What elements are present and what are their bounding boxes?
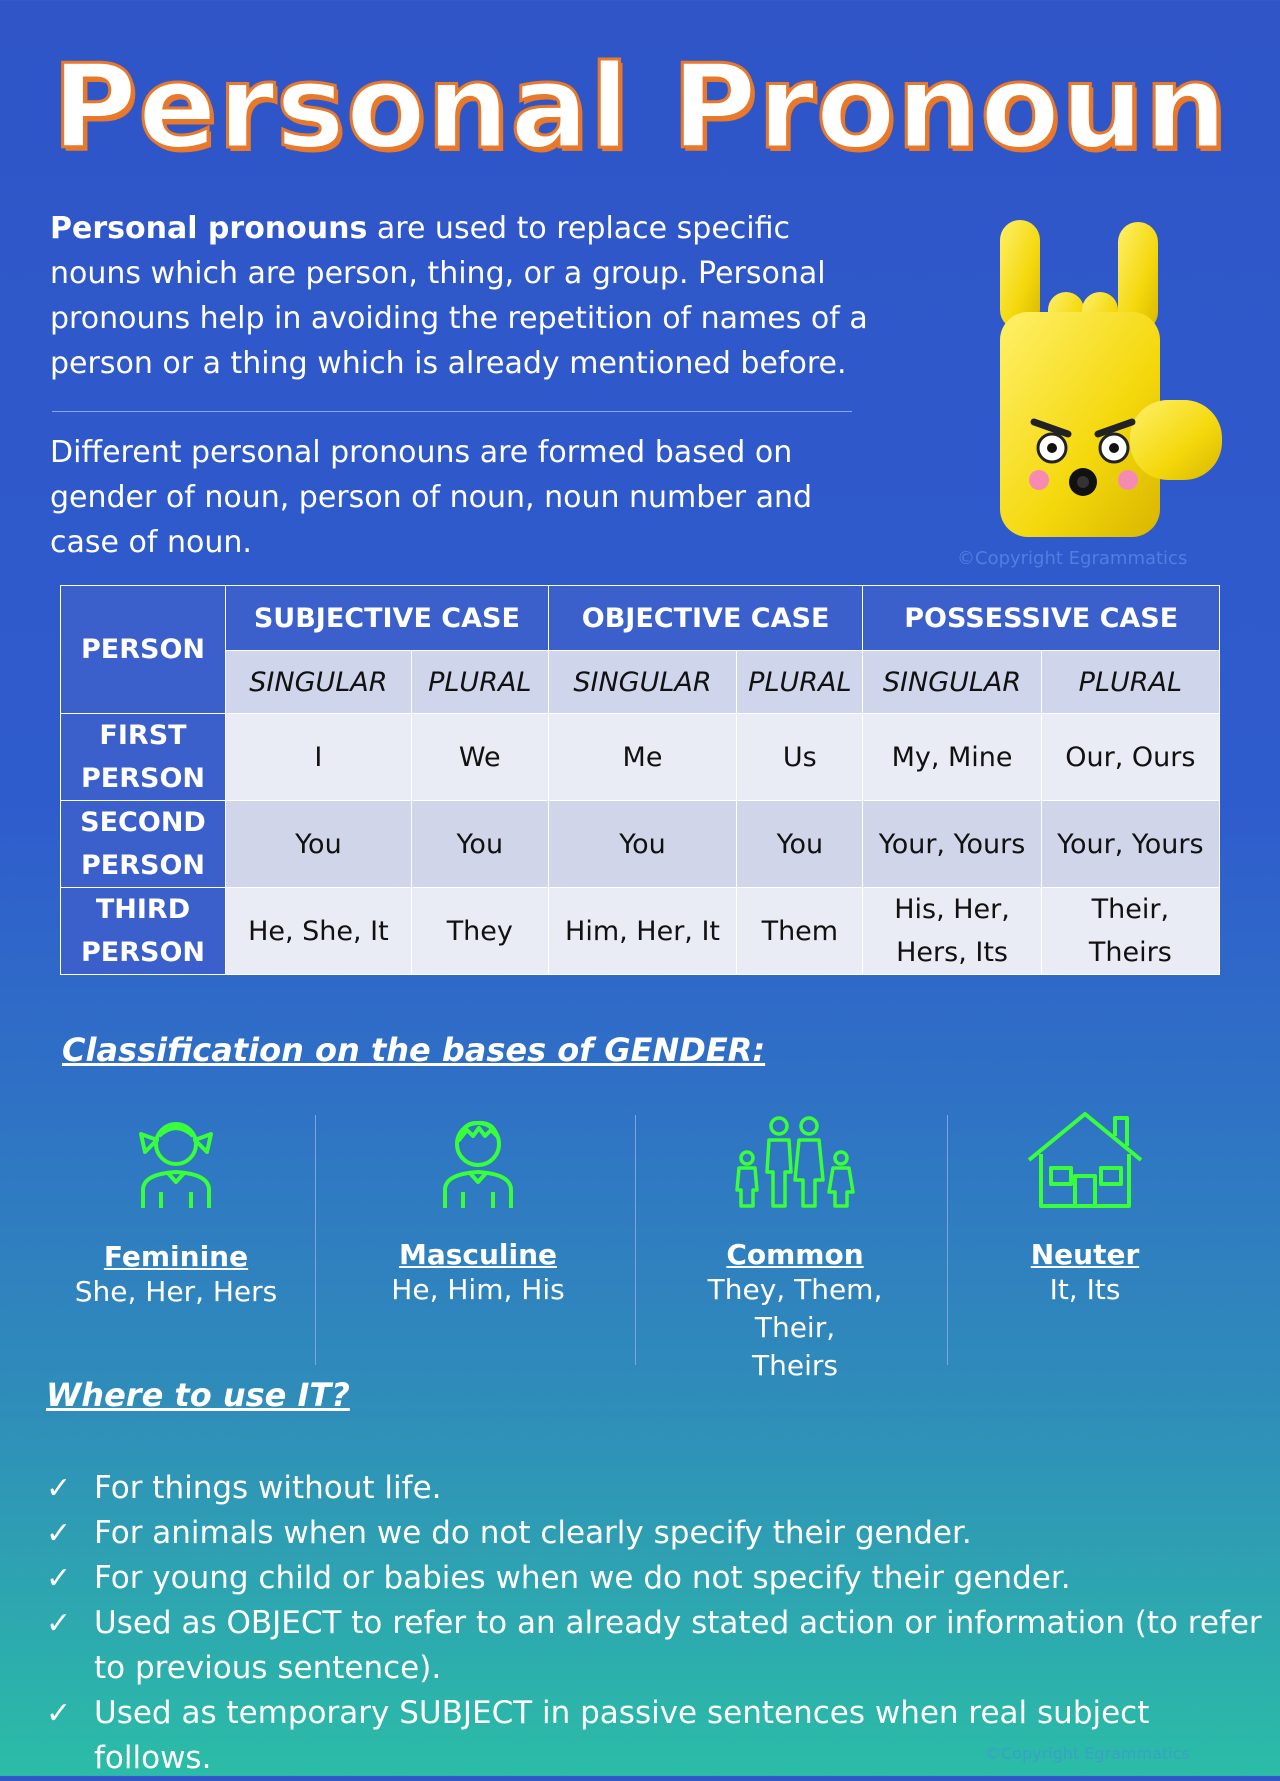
intro-bold: Personal pronouns <box>50 211 368 246</box>
table-cell: You <box>737 801 863 888</box>
table-cell: They <box>411 888 548 975</box>
column-divider <box>947 1115 948 1365</box>
table-cell: My, Mine <box>863 714 1041 801</box>
gender-name: Feminine <box>103 1240 249 1273</box>
list-item: ✓ For young child or babies when we do not specify their gender. <box>46 1556 1266 1601</box>
table-cell: Our, Ours <box>1041 714 1219 801</box>
number-header: SINGULAR <box>226 651 412 714</box>
gender-values: She, Her, Hers <box>74 1275 278 1308</box>
check-icon: ✓ <box>46 1561 72 1596</box>
gender-common <box>665 1110 925 1385</box>
person-header: PERSON <box>61 586 226 714</box>
girl-icon <box>131 1110 221 1210</box>
number-header: SINGULAR <box>548 651 737 714</box>
person-label: SECOND PERSON <box>61 801 226 888</box>
gender-values: It, Its <box>1049 1273 1121 1306</box>
rock-hand-mascot-icon <box>990 212 1230 542</box>
pronoun-table <box>60 585 1220 975</box>
number-header: PLURAL <box>737 651 863 714</box>
table-cell: You <box>411 801 548 888</box>
table-cell: Them <box>737 888 863 975</box>
intro-paragraph <box>50 206 890 386</box>
gender-name: Neuter <box>1030 1238 1140 1271</box>
table-cell: Your, Yours <box>863 801 1041 888</box>
table-cell: Us <box>737 714 863 801</box>
column-divider <box>635 1115 636 1365</box>
copyright-text: ©Copyright Egrammatics <box>957 548 1188 569</box>
table-cell: Me <box>548 714 737 801</box>
table-cell: You <box>548 801 737 888</box>
intro-paragraph-2: Different personal pronouns are formed based on gender of noun, person of noun, noun number and case of noun. <box>50 435 813 560</box>
table-cell: Him, Her, It <box>548 888 737 975</box>
uses-list <box>46 1466 1266 1781</box>
table-row <box>61 888 1220 975</box>
case-header: OBJECTIVE CASE <box>548 586 863 651</box>
table-cell: We <box>411 714 548 801</box>
column-divider <box>315 1115 316 1365</box>
number-header: PLURAL <box>411 651 548 714</box>
case-header: POSSESSIVE CASE <box>863 586 1220 651</box>
house-icon <box>1025 1110 1145 1210</box>
uses-heading: Where to use IT? <box>46 1376 350 1414</box>
page-title: Personal Pronoun <box>52 40 1228 175</box>
boy-icon <box>433 1110 523 1210</box>
gender-values: Theirs <box>752 1349 838 1382</box>
gender-masculine <box>368 1110 588 1309</box>
number-header: PLURAL <box>1041 651 1219 714</box>
list-item: ✓ For animals when we do not clearly specify their gender. <box>46 1511 1266 1556</box>
gender-heading: Classification on the bases of GENDER: <box>62 1031 766 1069</box>
table-cell: I <box>226 714 412 801</box>
list-item: ✓ Used as temporary SUBJECT in passive sentences when real subject follows. <box>46 1691 1266 1781</box>
gender-neuter <box>975 1110 1195 1309</box>
gender-values: He, Him, His <box>391 1273 565 1306</box>
person-label: THIRD PERSON <box>61 888 226 975</box>
copyright-footer: ©Copyright Egrammatics <box>985 1744 1190 1763</box>
check-icon: ✓ <box>46 1516 72 1551</box>
table-cell: His, Her, Hers, Its <box>863 888 1041 975</box>
gender-name: Common <box>726 1238 864 1271</box>
gender-feminine <box>66 1110 286 1311</box>
table-row <box>61 714 1220 801</box>
check-icon: ✓ <box>46 1606 72 1641</box>
gender-values: They, Them, Their, <box>707 1273 883 1344</box>
case-header: SUBJECTIVE CASE <box>226 586 549 651</box>
number-header: SINGULAR <box>863 651 1041 714</box>
table-cell: Their, Theirs <box>1041 888 1219 975</box>
person-label: FIRST PERSON <box>61 714 226 801</box>
check-icon: ✓ <box>46 1471 72 1506</box>
intro-text: are used to replace specific nouns which are person, thing, or a group. Personal pronouns help in avoiding the repetition of names of a person or a thing which is already mentioned before. <box>50 211 868 381</box>
family-icon <box>733 1110 857 1210</box>
table-row <box>61 801 1220 888</box>
divider <box>52 411 852 412</box>
table-cell: Your, Yours <box>1041 801 1219 888</box>
table-cell: He, She, It <box>226 888 412 975</box>
check-icon: ✓ <box>46 1696 72 1731</box>
table-cell: You <box>226 801 412 888</box>
list-item: ✓ For things without life. <box>46 1466 1266 1511</box>
list-item: ✓ Used as OBJECT to refer to an already stated action or information (to refer to previous sentence). <box>46 1601 1266 1691</box>
gender-name: Masculine <box>398 1238 558 1271</box>
